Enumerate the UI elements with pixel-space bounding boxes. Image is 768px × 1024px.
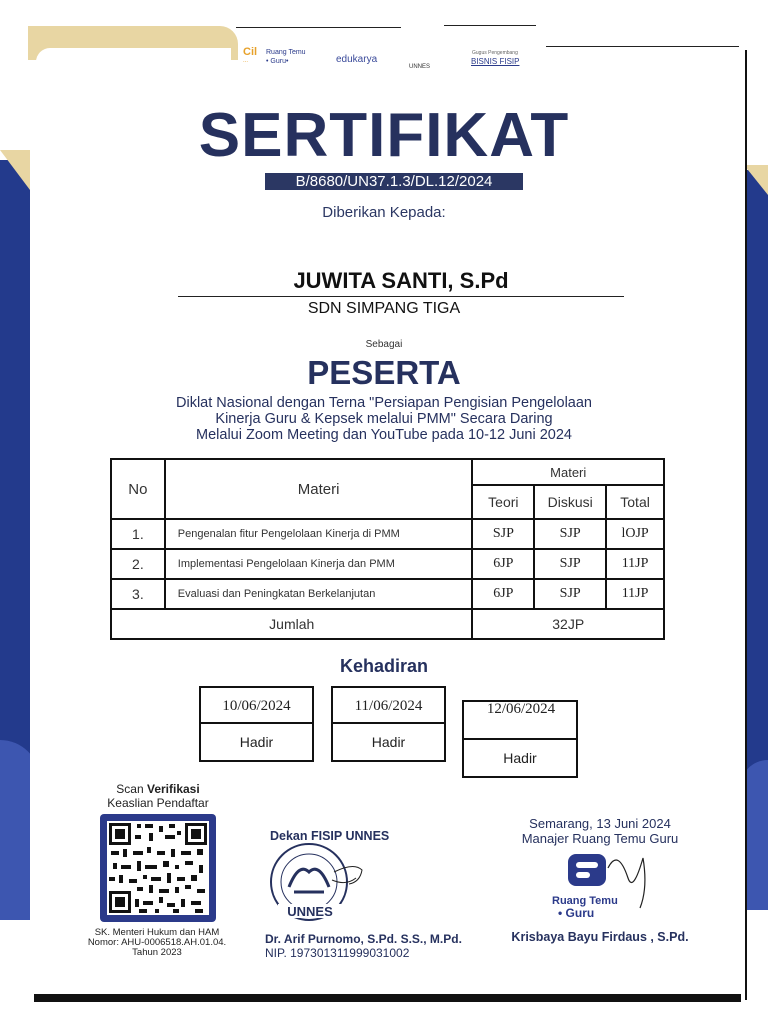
- attendance-date: 11/06/2024: [333, 688, 444, 724]
- ruang-temu-guru-logo-icon: [548, 848, 658, 928]
- partner-logos: [0, 44, 768, 74]
- row-materi: Evaluasi dan Peningkatan Berkelanjutan: [165, 579, 473, 609]
- sk-legal-note: [62, 928, 252, 958]
- place-and-date: [490, 816, 710, 846]
- attendance-status: Hadir: [371, 734, 406, 750]
- scan-line2: Keaslian Pendaftar: [107, 796, 209, 810]
- place-date: Semarang, 13 Juni 2024: [529, 816, 671, 831]
- header-no: No: [111, 459, 165, 519]
- cil-logo-sub: ...: [243, 58, 249, 64]
- row-no: 1.: [111, 519, 165, 549]
- description-line: Melalui Zoom Meeting dan YouTube pada 10-12 Juni 2024: [196, 427, 572, 443]
- attendance-date: 10/06/2024: [201, 688, 312, 724]
- row-no: 2.: [111, 549, 165, 579]
- table-row: [111, 519, 664, 549]
- rtg-logo-line2: • Guru: [558, 906, 595, 920]
- top-rule-left: [236, 27, 401, 28]
- scan-prefix: Scan: [116, 782, 147, 796]
- sum-label: Jumlah: [111, 609, 472, 639]
- certificate-title: SERTIFIKAT: [198, 101, 570, 170]
- row-materi: Pengenalan fitur Pengelolaan Kinerja di PMM: [165, 519, 473, 549]
- attendance-day: [331, 686, 446, 762]
- dean-name: Dr. Arif Purnomo, S.Pd. S.S., M.Pd.: [265, 932, 462, 946]
- header-materi: Materi: [165, 459, 473, 519]
- recipient-name: JUWITA SANTI, S.Pd: [178, 268, 624, 297]
- sk-line: SK. Menteri Hukum dan HAM: [94, 927, 220, 938]
- row-no: 3.: [111, 579, 165, 609]
- table-row: [111, 549, 664, 579]
- ruang-temu-line1: Ruang Temu: [266, 49, 306, 56]
- scan-bold: Verifikasi: [146, 782, 200, 796]
- attendance-status: Hadir: [503, 750, 537, 766]
- frame-bottom-edge: [34, 994, 741, 1002]
- row-total: 11JP: [606, 549, 664, 579]
- qr-pattern: [107, 821, 209, 915]
- dean-nip: NIP. 197301311999031002: [265, 946, 410, 960]
- attendance-status: Hadir: [239, 734, 274, 750]
- ruang-temu-line2: • Guru•: [266, 58, 289, 65]
- row-teori: 6JP: [472, 549, 534, 579]
- manager-name: Krisbaya Bayu Firdaus , S.Pd.: [511, 930, 689, 944]
- attendance-day: [199, 686, 314, 762]
- gugus-label: Gugus Pengembang: [472, 50, 518, 56]
- row-total: lOJP: [606, 519, 664, 549]
- header-diskusi: Diskusi: [534, 485, 606, 519]
- unnes-seal-icon: [264, 842, 364, 932]
- bisnis-fisip-logo: BISNIS FISIP: [471, 57, 520, 66]
- event-description: [0, 395, 768, 443]
- sk-line: Tahun 2023: [132, 947, 182, 958]
- edukarya-logo: edukarya: [336, 54, 378, 65]
- unnes-logo: UNNES: [409, 64, 431, 70]
- materials-table: [110, 458, 665, 640]
- top-rule-middle: [444, 25, 536, 26]
- verification-qr-code[interactable]: [100, 814, 216, 922]
- frame-right-edge: [745, 50, 747, 1000]
- cil-logo: Cil: [243, 46, 258, 58]
- as-label: Sebagai: [365, 339, 403, 350]
- sum-value: 32JP: [472, 609, 664, 639]
- rtg-logo-line1: Ruang Temu: [552, 895, 618, 907]
- header-teori: Teori: [472, 485, 534, 519]
- row-materi: Implementasi Pengelolaan Kinerja dan PMM: [165, 549, 473, 579]
- sk-line: Nomor: AHU-0006518.AH.01.04.: [87, 937, 227, 948]
- given-to-label: Diberikan Kepada:: [322, 204, 446, 221]
- row-teori: SJP: [472, 519, 534, 549]
- row-total: 11JP: [606, 579, 664, 609]
- seal-text: UNNES: [287, 904, 333, 919]
- row-diskusi: SJP: [534, 579, 606, 609]
- row-teori: 6JP: [472, 579, 534, 609]
- description-line: Kinerja Guru & Kepsek melalui PMM" Secara Daring: [215, 411, 553, 427]
- ruang-temu-guru-logo: [266, 48, 306, 66]
- header-total: Total: [606, 485, 664, 519]
- header-materi-group: Materi: [472, 459, 664, 485]
- dean-title: Dekan FISIP UNNES: [270, 829, 390, 843]
- attendance-title: Kehadiran: [339, 656, 429, 676]
- qr-pattern-svg: [107, 821, 209, 915]
- recipient-school: SDN SIMPANG TIGA: [307, 300, 461, 317]
- recipient-role: PESERTA: [307, 354, 461, 391]
- sum-row: [111, 609, 664, 639]
- manager-title: Manajer Ruang Temu Guru: [521, 831, 679, 846]
- table-row: [111, 579, 664, 609]
- certificate-number: B/8680/UN37.1.3/DL.12/2024: [265, 173, 523, 190]
- row-diskusi: SJP: [534, 549, 606, 579]
- attendance-date: 12/06/2024: [464, 700, 578, 740]
- description-line: Diklat Nasional dengan Terna "Persiapan Pengisian Pengelolaan: [176, 395, 592, 411]
- scan-verification-label: [78, 782, 238, 810]
- row-diskusi: SJP: [534, 519, 606, 549]
- attendance-day: [462, 700, 578, 778]
